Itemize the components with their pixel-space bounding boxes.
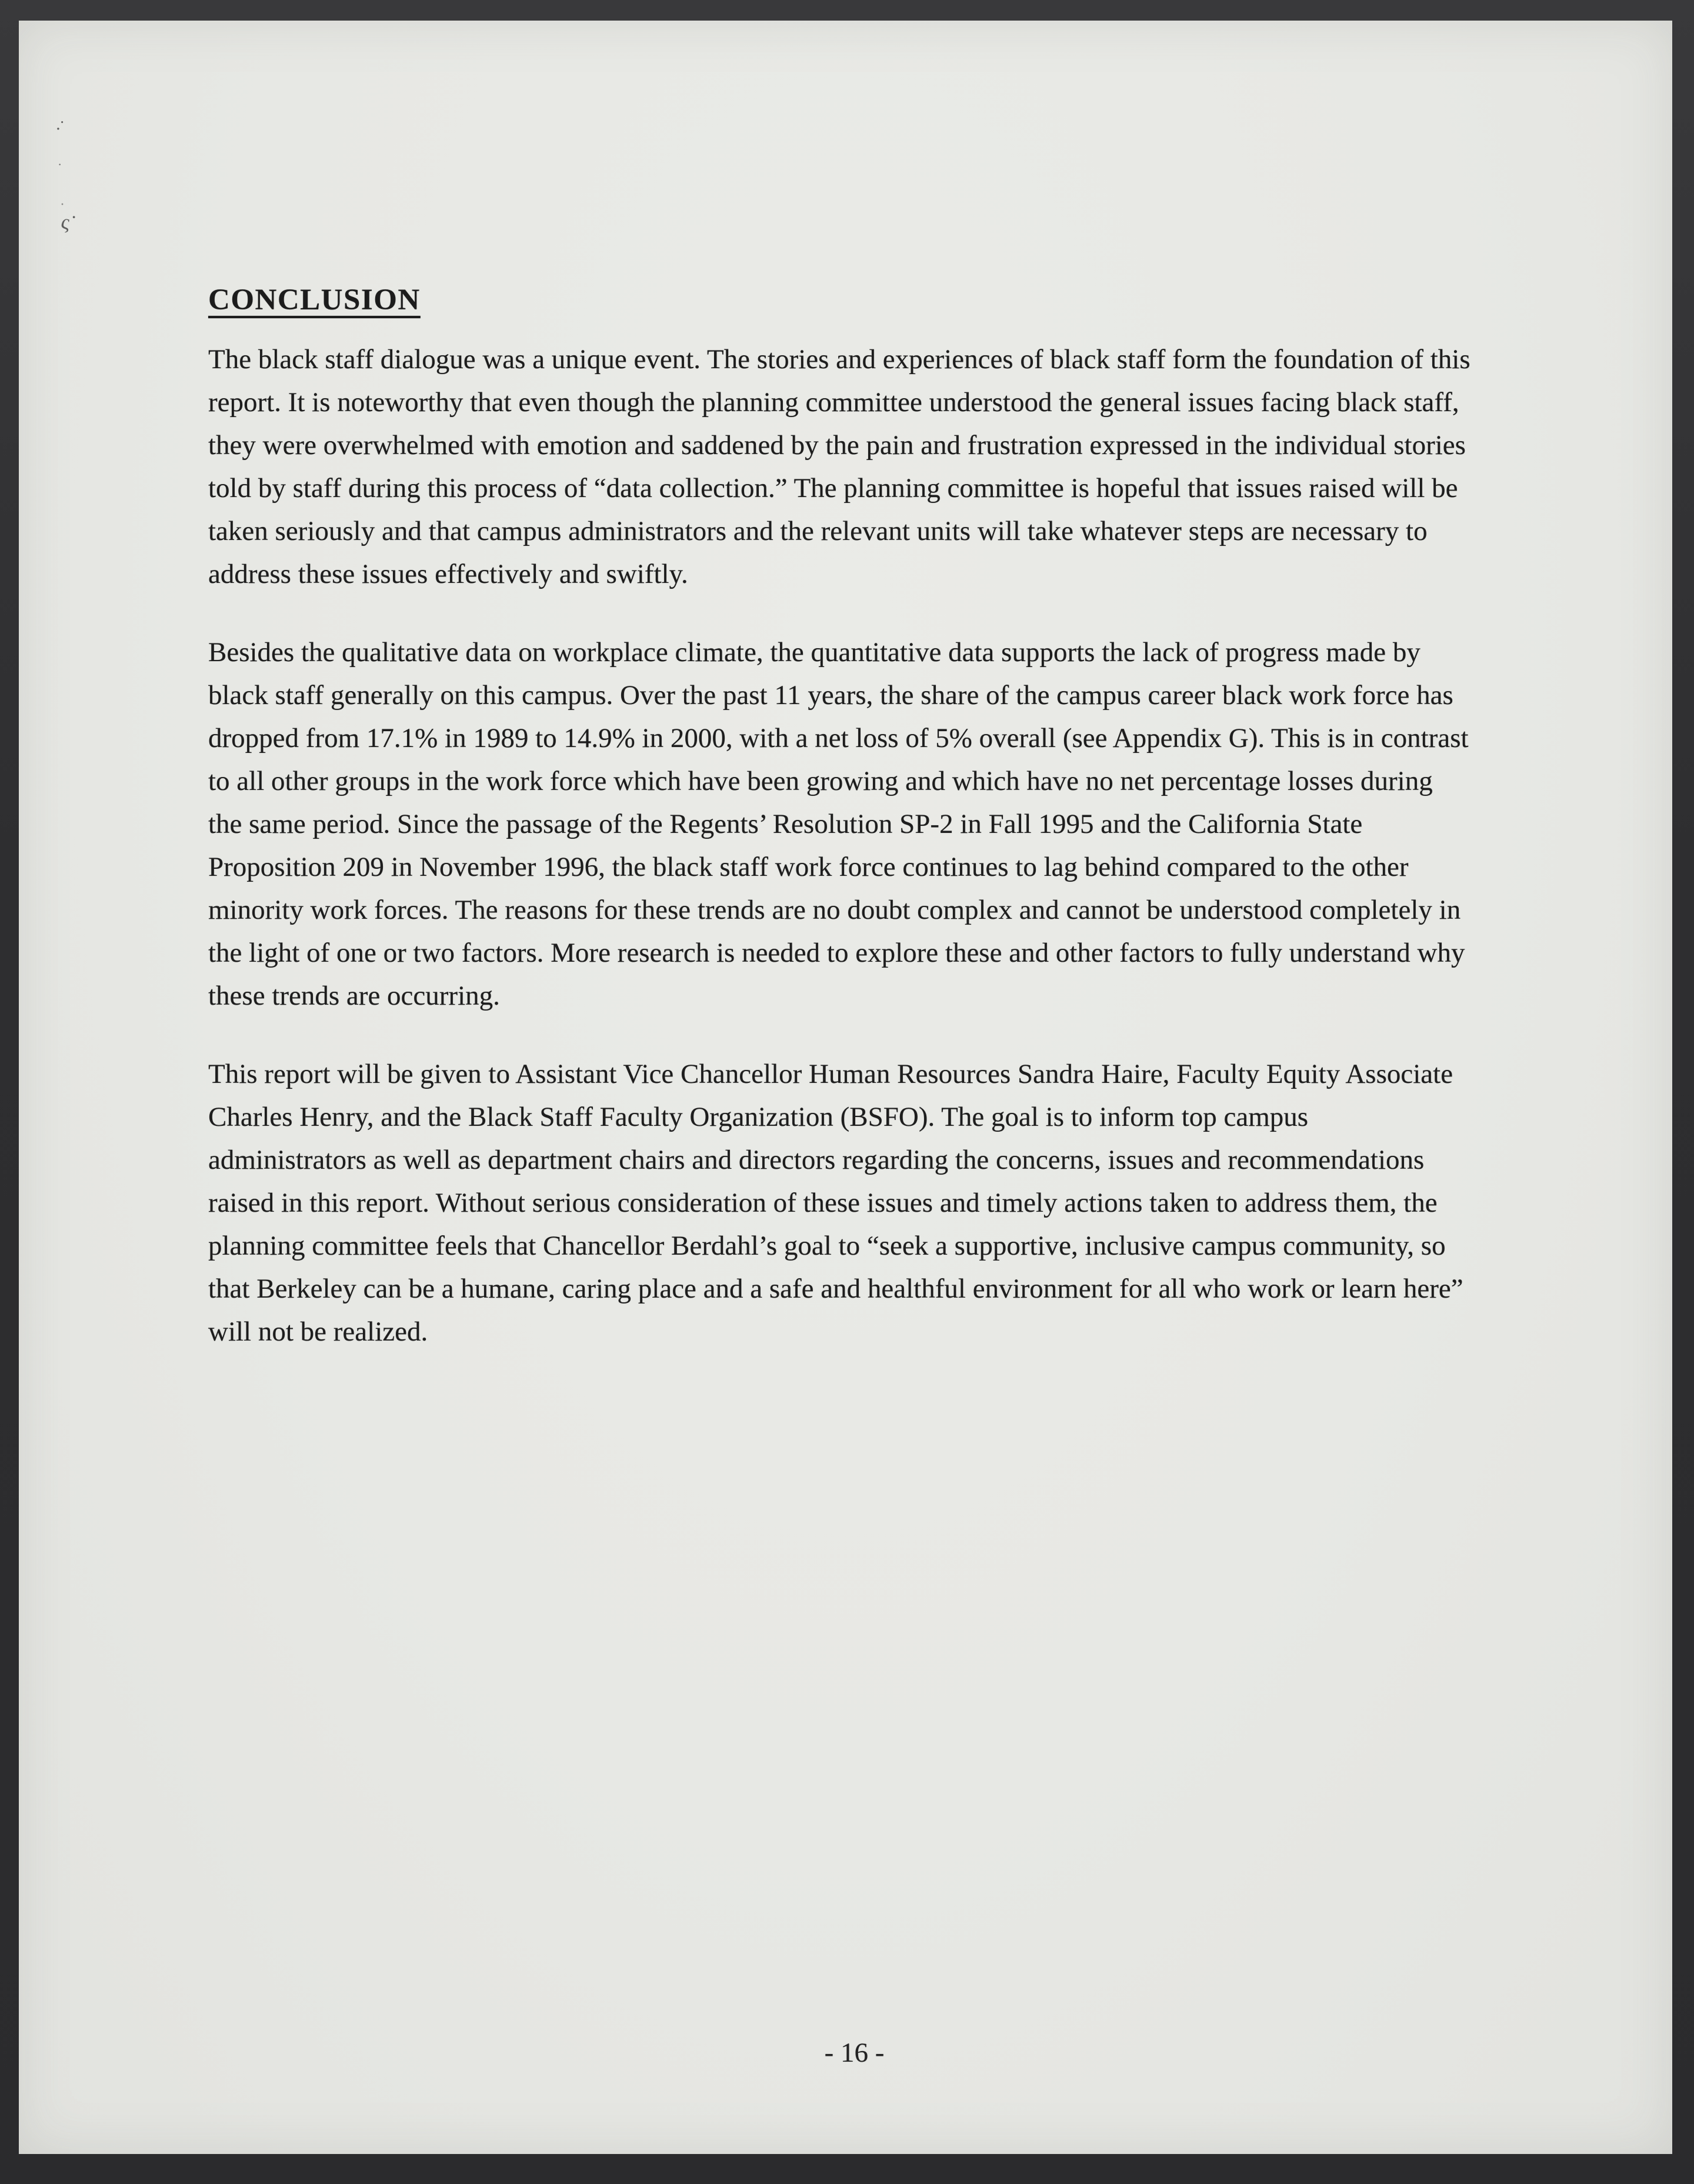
section-heading: CONCLUSION (208, 284, 421, 317)
paragraph: Besides the qualitative data on workplace climate, the quantitative data supports the lack of progress made by black staff generally on this campus. Over the past 11 years, the share of the campus career black work force has dropped from 17.1% in 1989 to 14.9% in 2000, with a net loss of 5% overall (see Appendix G). This is in contrast to all other groups in the work force which have been growing and which have no net percentage losses during the same period. Since the passage of the Regents’ Resolution SP-2 in Fall 1995 and the California State Proposition 209 in November 1996, the black staff work force continues to lag behind compared to the other minority work forces. The reasons for these trends are no doubt complex and cannot be understood completely in the light of one or two factors. More research is needed to explore these and other factors to fully understand why these trends are occurring. (208, 637, 1469, 1011)
ink-speck: ς˙ (59, 209, 78, 235)
paragraph: The black staff dialogue was a unique event. The stories and experiences of black staff form the foundation of this report. It is noteworthy that even though the planning committee understood the general issues facing black staff, they were overwhelmed with emotion and saddened by the pain and frustration expressed in the individual stories told by staff during this process of “data collection.” The planning committee is hopeful that issues raised will be taken seriously and that campus administrators and the relevant units will take whatever steps are necessary to address these issues effectively and swiftly. (208, 344, 1470, 589)
document-paper (19, 21, 1672, 2154)
document-body (208, 338, 1472, 1353)
ink-speck: ·˙ (52, 116, 70, 139)
page-number: - 16 - (824, 2038, 885, 2068)
ink-speck: · (58, 157, 62, 172)
ink-speck: · (60, 197, 65, 212)
paragraph: This report will be given to Assistant Vice Chancellor Human Resources Sandra Haire, Faculty Equity Associate Charles Henry, and the Black Staff Faculty Organization (BSFO). The goal is to inform top campus administrators as well as department chairs and directors regarding the concerns, issues and recommendations raised in this report. Without serious consideration of these issues and timely actions taken to address them, the planning committee feels that Chancellor Berdahl’s goal to “seek a supportive, inclusive campus community, so that Berkeley can be a humane, caring place and a safe and healthful environment for all who work or learn here” will not be realized. (208, 1059, 1463, 1347)
